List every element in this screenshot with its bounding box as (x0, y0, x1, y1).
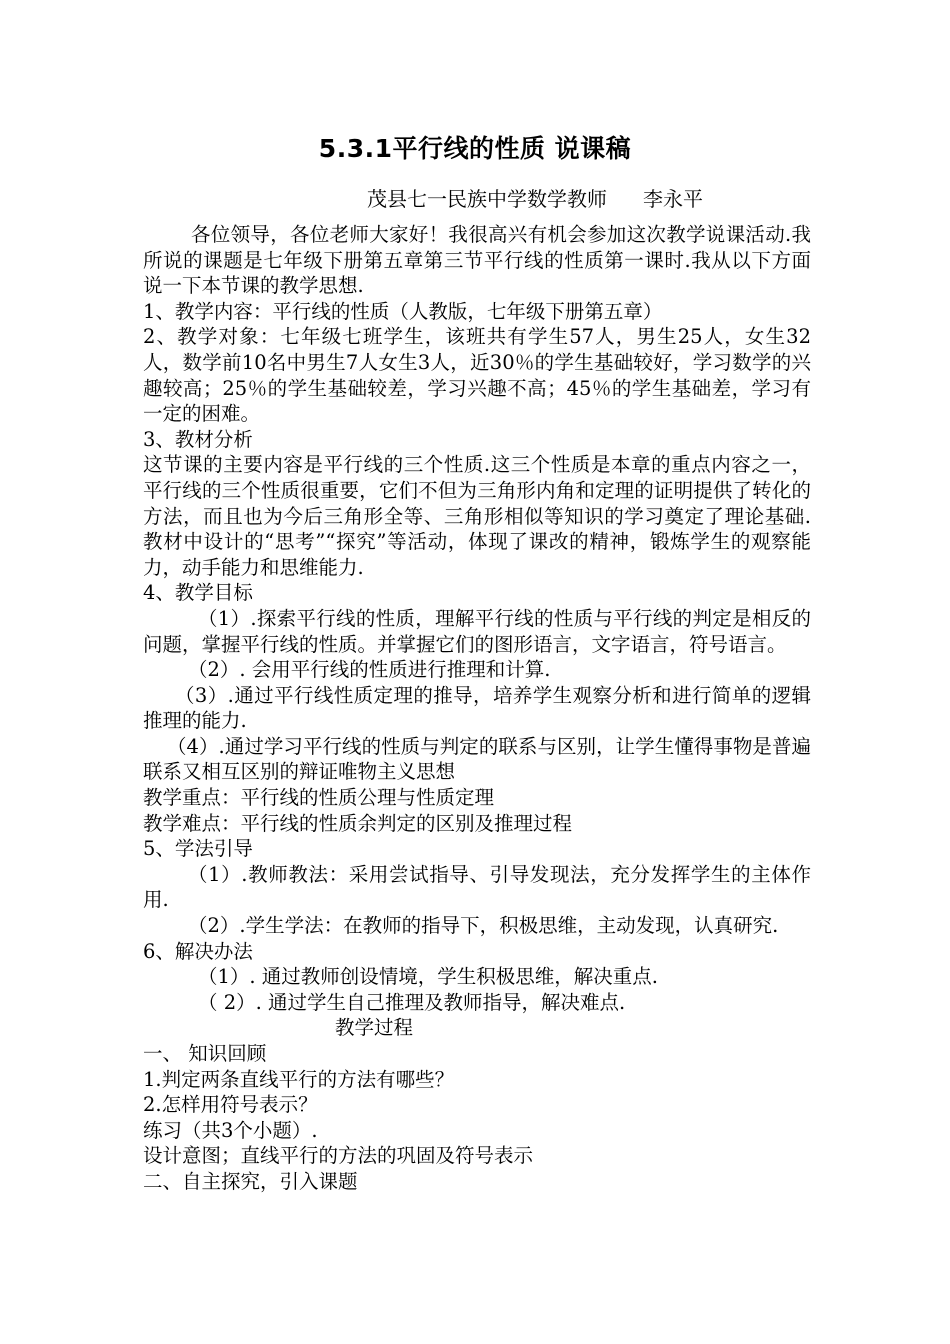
paragraph-teaching-content: 1、教学内容：平行线的性质（人教版，七年级下册第五章） (143, 299, 663, 323)
solution-1: （1）. 通过教师创设情境，学生积极思维，解决重点. (198, 965, 659, 989)
heading-material-analysis: 3、教材分析 (143, 427, 253, 451)
paragraph-teaching-object: 2、教学对象：七年级七班学生，该班共有学生57人，男生25人，女生32人，数学前10名中男生7人女生3人，近30％的学生基础较好，学习数学的兴趣较高；25％的学生基础较差，学习兴趣不高；45％的学生基础差，学习有一定的困难。 (143, 325, 811, 426)
exercise-line: 练习（共3个小题）. (143, 1118, 318, 1142)
author-school-role: 茂县七一民族中学数学教师 (367, 187, 607, 211)
heading-solutions: 6、解决办法 (143, 939, 253, 963)
learning-guide-2: （2）.学生学法：在教师的指导下，积极思维，主动发现，认真研究. (188, 914, 779, 938)
heading-teaching-goals: 4、教学目标 (143, 581, 253, 605)
teaching-difficulty: 教学难点：平行线的性质余判定的区别及推理过程 (143, 811, 573, 835)
review-question-2: 2.怎样用符号表示？ (143, 1093, 318, 1117)
learning-guide-1: （1）.教师教法：采用尝试指导、引导发现法，充分发挥学生的主体作用. (143, 862, 811, 912)
design-intent: 设计意图；直线平行的方法的巩固及符号表示 (143, 1144, 534, 1168)
paragraph-intro: 各位领导，各位老师大家好！我很高兴有机会参加这次教学说课活动.我所说的课题是七年级下册第五章第三节平行线的性质第一课时.我从以下方面说一下本节课的教学思想. (143, 223, 811, 298)
goal-4: （4）.通过学习平行线的性质与判定的联系与区别，让学生懂得事物是普遍联系又相互区别的辩证唯物主义思想 (143, 734, 811, 784)
heading-self-exploration: 二、自主探究，引入课题 (143, 1169, 358, 1193)
goal-1: （1）.探索平行线的性质，理解平行线的性质与平行线的判定是相反的问题，掌握平行线的性质。并掌握它们的图形语言，文字语言，符号语言。 (143, 606, 811, 656)
solution-2: （ 2）. 通过学生自己推理及教师指导，解决难点. (198, 990, 626, 1014)
goal-2: （2）. 会用平行线的性质进行推理和计算. (188, 658, 551, 682)
teaching-key-point: 教学重点：平行线的性质公理与性质定理 (143, 786, 495, 810)
document-body (143, 222, 811, 1195)
author-name: 李永平 (643, 187, 703, 211)
page-title: 5.3.1平行线的性质 说课稿 (318, 134, 632, 163)
heading-teaching-process: 教学过程 (335, 1016, 414, 1040)
paragraph-material-analysis: 这节课的主要内容是平行线的三个性质.这三个性质是本章的重点内容之一，平行线的三个性质很重要，它们不但为三角形内角和定理的证明提供了转化的方法，而且也为今后三角形全等、三角形相似等知识的学习奠定了理论基础.教材中设计的“思考”“探究”等活动，体现了课改的精神，锻炼学生的观察能力，动手能力和思维能力. (143, 453, 811, 579)
review-question-1: 1.判定两条直线平行的方法有哪些？ (143, 1067, 455, 1091)
heading-knowledge-review: 一、 知识回顾 (143, 1042, 267, 1065)
goal-3: （3）.通过平行线性质定理的推导，培养学生观察分析和进行简单的逻辑推理的能力. (143, 683, 811, 733)
heading-learning-guide: 5、学法引导 (143, 837, 253, 861)
author-line (367, 185, 703, 213)
